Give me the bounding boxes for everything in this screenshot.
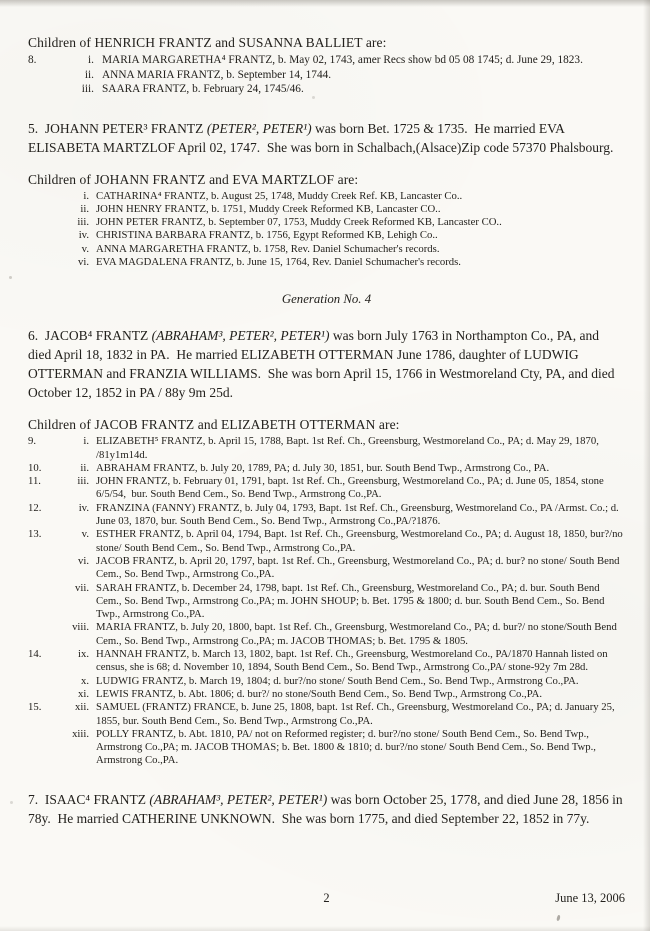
child-number [28, 243, 58, 256]
child-entry [28, 675, 625, 688]
paragraph-segment: 5. JOHANN PETER³ FRANTZ [28, 120, 207, 136]
generation-heading: Generation No. 4 [281, 292, 372, 307]
child-number: 10. [28, 461, 42, 474]
child-entry [28, 68, 625, 83]
child-text: EVA MAGDALENA FRANTZ, b. June 15, 1764, Rev. Daniel Schumacher's records. [96, 255, 461, 268]
child-roman: xiii. [72, 727, 89, 740]
child-number: 9. [28, 435, 37, 448]
paragraph-italic-segment: (ABRAHAM³, PETER², PETER¹) [149, 791, 328, 807]
child-entry [28, 582, 625, 622]
paragraph-italic-segment: (PETER², PETER¹) [206, 120, 312, 136]
child-entry [28, 190, 625, 203]
child-entry [28, 621, 625, 648]
child-number: 14. [28, 648, 42, 661]
person-paragraph [28, 326, 625, 402]
child-text: JOHN FRANTZ, b. February 01, 1791, bapt. 1st Ref. Ch., Greensburg, Westmoreland Co., PA; d. June 05, 1854, stone 6/5/54, bur. South Bend Cem., So. Bend Twp., Armstrong Co.,PA. [96, 475, 607, 501]
child-text: FRANZINA (FANNY) FRANTZ, b. July 04, 1793, Bapt. 1st Ref. Ch., Greensburg, Westmoreland Co., PA /Armst. Co.; d. June 03, 1870, bur. South Bend Cem., So. Bend Twp., Armstrong Co.,PA/?1876. [96, 501, 622, 528]
children-section [28, 34, 625, 97]
children-section [28, 171, 625, 270]
child-number [28, 256, 58, 269]
child-number [28, 82, 60, 97]
scan-artifact [312, 96, 315, 99]
child-roman: ii. [80, 461, 89, 474]
child-roman: vi. [78, 255, 89, 268]
child-entry [28, 502, 625, 529]
child-entry [28, 229, 625, 242]
person-paragraph [28, 119, 625, 157]
child-number: 11. [28, 475, 41, 488]
child-entry [28, 728, 625, 768]
child-text: MARIA FRANTZ, b. July 20, 1800, bapt. 1st Ref. Ch., Greensburg, Westmoreland Co., PA; d. bur?/ no stone/South Bend Cem., So. Bend Twp., Armstrong Co.,PA; m. JACOB THOMAS; b. Bet. 1795 & 1805. [96, 621, 620, 647]
child-number [28, 229, 58, 242]
page-number: 2 [323, 891, 330, 905]
child-roman: vi. [78, 554, 89, 567]
child-text: LEWIS FRANTZ, b. Abt. 1806; d. bur?/ no stone/South Bend Cem., So. Bend Twp., Armstrong Co.,PA. [96, 687, 543, 700]
child-entry [28, 475, 625, 502]
child-entry [28, 435, 625, 462]
paragraph-segment: was born October 25, 1778, and died June 28, 1856 in 78y. He married CATHERINE UNKNOWN. She was born 1775, and died September 22, 1852 in 77y. [28, 791, 627, 826]
children-section [28, 416, 625, 767]
child-number: 13. [28, 528, 42, 541]
child-roman: vii. [75, 581, 89, 594]
child-roman: xi. [78, 687, 89, 700]
child-text: CATHARINA⁴ FRANTZ, b. August 25, 1748, Muddy Creek Ref. KB, Lancaster Co.. [96, 189, 463, 202]
paragraph-segment: 7. ISAAC⁴ FRANTZ [28, 791, 150, 807]
child-entry [28, 82, 625, 97]
child-text: ANNA MARIA FRANTZ, b. September 14, 1744. [102, 68, 332, 81]
child-roman: iv. [78, 229, 89, 242]
children-heading: Children of JOHANN FRANTZ and EVA MARTZLOF are: [28, 171, 359, 187]
child-roman: i. [88, 54, 94, 66]
child-roman: i. [83, 189, 89, 202]
child-roman: v. [81, 242, 89, 255]
children-heading: Children of JACOB FRANTZ and ELIZABETH OTTERMAN are: [28, 417, 400, 433]
child-number [28, 728, 58, 768]
child-text: MARIA MARGARETHA⁴ FRANTZ, b. May 02, 1743, amer Recs show bd 05 08 1745; d. June 29, 1823. [102, 54, 583, 66]
child-roman: iv. [78, 501, 89, 514]
child-roman: ii. [80, 202, 89, 215]
scan-top-edge-shadow [0, 0, 650, 7]
paragraph-segment: 6. JACOB⁴ FRANTZ [28, 328, 152, 344]
child-entry [28, 688, 625, 701]
paragraph-italic-segment: (ABRAHAM³, PETER², PETER¹) [151, 328, 330, 344]
child-number [28, 555, 58, 582]
child-entry [28, 216, 625, 229]
child-number: 15. [28, 701, 42, 714]
child-entry [28, 648, 625, 675]
child-text: JOHN PETER FRANTZ, b. September 07, 1753, Muddy Creek Reformed KB, Lancaster CO.. [96, 216, 502, 229]
child-text: SAMUEL (FRANTZ) FRANCE, b. June 25, 1808, bapt. 1st Ref. Ch., Greensburg, Westmoreland Co., PA; d. January 25, 1855, bur. South Bend Cem., So. Bend Twp., Armstrong Co.,PA. [96, 701, 618, 727]
person-paragraph [28, 790, 625, 828]
child-roman: v. [81, 528, 89, 541]
child-entry [28, 555, 625, 582]
child-text: CHRISTINA BARBARA FRANTZ, b. 1756, Egypt Reformed KB, Lehigh Co.. [96, 229, 438, 242]
paragraph-segment: was born July 1763 in Northampton Co., PA, and died April 18, 1832 in PA. He married ELIZABETH OTTERMAN June 1786, daughter of LUDWIG OTTERMAN and FRANZIA WILLIAMS. She was born April 15, 1766 in Westmoreland Cty, PA, and died October 12, 1852 in PA / 88y 9m 25d. [28, 328, 618, 401]
child-entry [28, 462, 625, 475]
child-text: POLLY FRANTZ, b. Abt. 1810, PA/ not on Reformed register; d. bur?/no stone/ South Bend Cem., So. Bend Twp., Armstrong Co.,PA; m. JACOB THOMAS; b. Bet. 1800 & 1810; d. bur?/no stone/ South Bend Cem., So. Bend Twp., Armstrong Co.,PA. [96, 727, 599, 767]
child-number [28, 582, 58, 622]
child-text: ELIZABETH⁵ FRANTZ, b. April 15, 1788, Bapt. 1st Ref. Ch., Greensburg, Westmoreland Co., PA; d. May 29, 1870, /81y1m14d. [96, 435, 602, 461]
child-text: LUDWIG FRANTZ, b. March 19, 1804; d. bur?/no stone/ South Bend Cem., So. Bend Twp., Armstrong Co.,PA. [96, 674, 579, 687]
child-text: ESTHER FRANTZ, b. April 04, 1794, Bapt. 1st Ref. Ch., Greensburg, Westmoreland Co., PA; d. August 18, 1850, bur?/no stone/ South Bend Cem., So. Bend Twp., Armstrong Co.,PA. [96, 528, 626, 554]
child-entry [28, 53, 625, 68]
child-number [28, 675, 58, 688]
child-text: HANNAH FRANTZ, b. March 13, 1802, bapt. 1st Ref. Ch., Greensburg, Westmoreland Co., PA/1870 Hannah listed on census, she is 68; d. November 10, 1894, South Bend Cem., So. Bend Twp., Armstrong Co.,PA/ stone-92y 7m 28d. [96, 648, 611, 674]
child-entry [28, 203, 625, 216]
child-number [28, 688, 58, 701]
scan-bottom-edge-shadow [0, 926, 650, 931]
child-entry [28, 243, 625, 256]
child-roman: viii. [72, 621, 89, 634]
scan-right-edge-shadow [643, 0, 650, 931]
child-roman: ii. [84, 68, 94, 81]
children-heading: Children of HENRICH FRANTZ and SUSANNA BALLIET are: [28, 35, 387, 50]
child-roman: ix. [78, 648, 89, 661]
child-number [28, 203, 58, 216]
page-footer [28, 891, 625, 907]
child-text: ABRAHAM FRANTZ, b. July 20, 1789, PA; d. July 30, 1851, bur. South Bend Twp., Armstrong Co., PA. [96, 461, 550, 474]
child-entry [28, 701, 625, 728]
child-number [28, 68, 60, 83]
child-roman: xii. [75, 701, 89, 714]
child-text: JACOB FRANTZ, b. April 20, 1797, bapt. 1st Ref. Ch., Greensburg, Westmoreland Co., PA; d. bur? no stone/ South Bend Cem., So. Bend Twp., Armstrong Co.,PA. [96, 554, 623, 581]
scan-artifact [9, 276, 12, 279]
scan-artifact [10, 801, 13, 804]
child-roman: iii. [77, 216, 89, 229]
child-number: 12. [28, 501, 42, 514]
child-number: 8. [28, 54, 37, 66]
child-text: SAARA FRANTZ, b. February 24, 1745/46. [102, 83, 304, 95]
child-number [28, 216, 58, 229]
child-text: JOHN HENRY FRANTZ, b. 1751, Muddy Creek Reformed KB, Lancaster CO.. [96, 202, 441, 215]
child-text: SARAH FRANTZ, b. December 24, 1798, bapt. 1st Ref. Ch., Greensburg, Westmoreland Co., PA; d. bur. South Bend Cem., So. Bend Twp., Armstrong Co.,PA; m. JOHN SHOUP; b. Bet. 1795 & 1800; d. bur. South Bend Cem., So. Bend Twp., Armstrong Co.,PA. [96, 581, 607, 621]
child-entry [28, 528, 625, 555]
child-roman: iii. [81, 83, 94, 95]
child-entry [28, 256, 625, 269]
child-roman: iii. [77, 475, 89, 488]
child-roman: x. [80, 674, 89, 687]
child-number [28, 621, 58, 648]
scan-artifact [556, 915, 561, 922]
child-text: ANNA MARGARETHA FRANTZ, b. 1758, Rev. Daniel Schumacher's records. [96, 242, 440, 255]
child-number [28, 190, 58, 203]
child-roman: i. [83, 435, 89, 448]
document-content [28, 34, 625, 842]
footer-date: June 13, 2006 [555, 891, 625, 905]
paragraph-segment: was born Bet. 1725 & 1735. He married EVA ELISABETA MARTZLOF April 02, 1747. She was born in Schalbach,(Alsace)Zip code 57370 Phalsbourg. [28, 120, 614, 155]
